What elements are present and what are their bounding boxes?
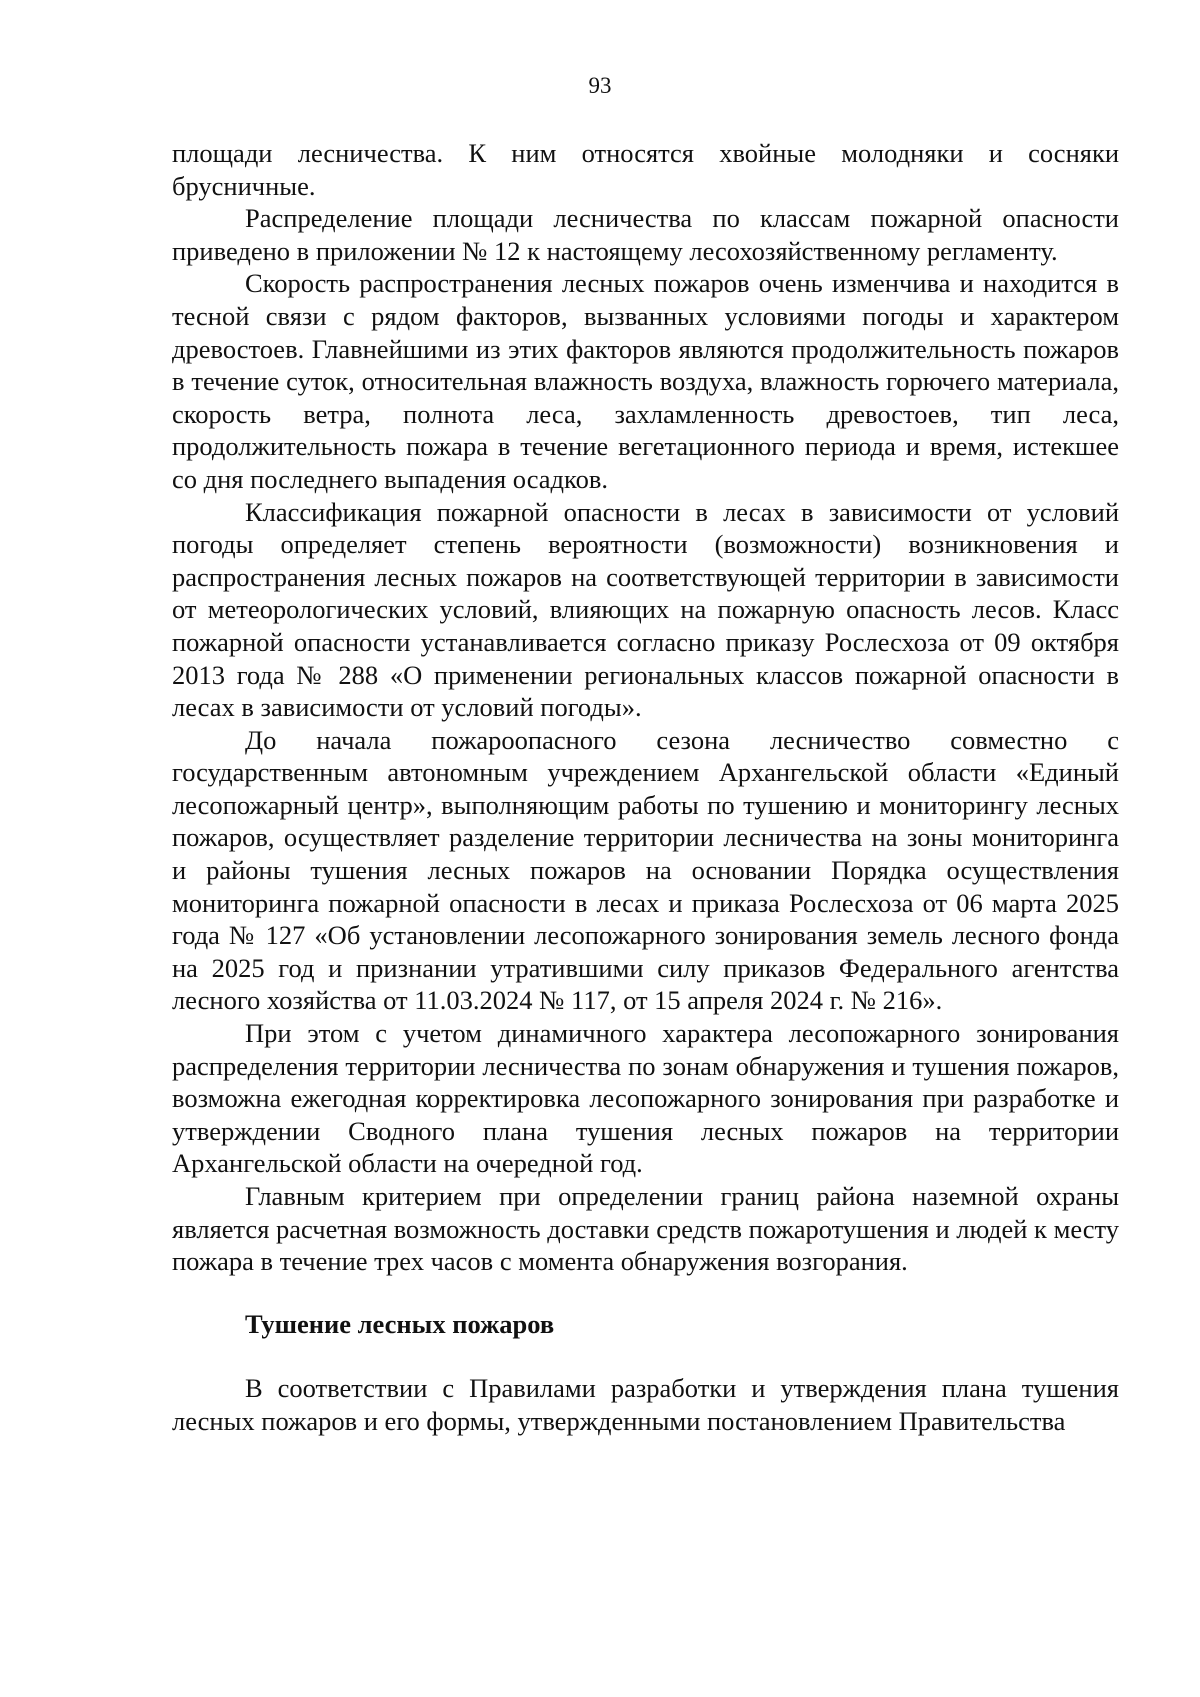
- paragraph-zoning-adjustment: При этом с учетом динамичного характера лесопожарного зонирования распределения территории лесничества по зонам обнаружения и тушения пожаров, возможна ежегодная корректировка лесопожарного зонирования при разработке и утверждении Сводного плана тушения лесных пожаров на территории Архангельской области на очередной год.: [172, 1018, 1119, 1179]
- paragraph-fire-season-zoning: До начала пожароопасного сезона лесничество совместно с государственным автономным учреждением Архангельской области «Единый лесопожарный центр», выполняющим работы по тушению и мониторингу лесных пожаров, осуществляет разделение территории лесничества на зоны мониторинга и районы тушения лесных пожаров на основании Порядка осуществления мониторинга пожарной опасности в лесах и приказа Рослесхоза от 06 марта 2025 года № 127 «Об установлении лесопожарного зонирования земель лесного фонда на 2025 год и признании утратившими силу приказов Федерального агентства лесного хозяйства от 11.03.2024 № 117, от 15 апреля 2024 г. № 216».: [172, 724, 1119, 1016]
- paragraph-fire-spread-speed: Скорость распространения лесных пожаров очень изменчива и находится в тесной связи с рядом факторов, вызванных условиями погоды и характером древостоев. Главнейшими из этих факторов являются продолжительность пожаров в течение суток, относительная влажность воздуха, влажность горючего материала, скорость ветра, полнота леса, захламленность древостоев, тип леса, продолжительность пожара в течение вегетационного периода и время, истекшее со дня последнего выпадения осадков.: [172, 268, 1119, 494]
- paragraph-fire-danger-classification: Классификация пожарной опасности в лесах в зависимости от условий погоды определяет степень вероятности (возможности) возникновения и распространения лесных пожаров на соответствующей территории в зависимости от метеорологических условий, влияющих на пожарную опасность лесов. Класс пожарной опасности устанавливается согласно приказу Рослесхоза от 09 октября 2013 года № 288 «О применении региональных классов пожарной опасности в лесах в зависимости от условий погоды».: [172, 496, 1119, 723]
- document-body: [172, 137, 1119, 1438]
- page-number: 93: [588, 73, 612, 98]
- section-heading: Тушение лесных пожаров: [245, 1308, 555, 1339]
- paragraph-protection-criterion: Главным критерием при определении границ района наземной охраны является расчетная возможность доставки средств пожаротушения и людей к месту пожара в течение трех часов с момента обнаружения возгорания.: [172, 1181, 1119, 1277]
- paragraph-continuation: площади лесничества. К ним относятся хвойные молодняки и сосняки брусничные.: [172, 138, 1119, 201]
- paragraph-firefighting-rules: В соответствии с Правилами разработки и утверждения плана тушения лесных пожаров и его формы, утвержденными постановлением Правительства: [172, 1373, 1119, 1436]
- paragraph-fire-classes: Распределение площади лесничества по классам пожарной опасности приведено в приложении № 12 к настоящему лесохозяйственному регламенту.: [172, 203, 1119, 266]
